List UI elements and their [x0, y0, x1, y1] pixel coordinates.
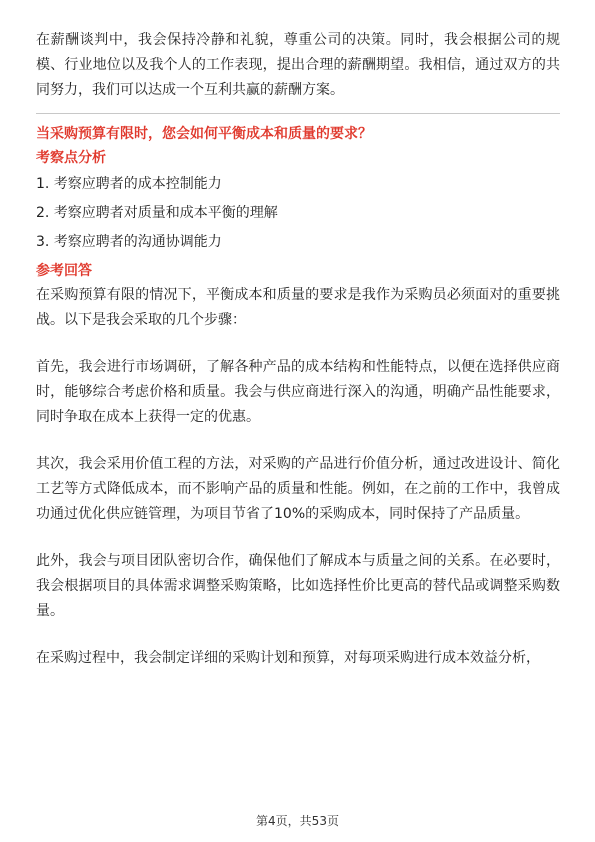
paragraph-gap [36, 624, 560, 646]
analysis-item: 1. 考察应聘者的成本控制能力 [36, 176, 222, 192]
analysis-heading: 考察点分析 [36, 150, 106, 166]
answer-paragraph: 在采购过程中，我会制定详细的采购计划和预算，对每项采购进行成本效益分析， [36, 650, 540, 666]
answer-paragraph: 此外，我会与项目团队密切合作，确保他们了解成本与质量之间的关系。在必要时，我会根据项目的具体需求调整采购策略，比如选择性价比更高的替代品或调整采购数量。 [36, 553, 560, 619]
answer-paragraph: 首先，我会进行市场调研，了解各种产品的成本结构和性能特点，以便在选择供应商时，能够综合考虑价格和质量。我会与供应商进行深入的沟通，明确产品性能要求，同时争取在成本上获得一定的优惠。 [36, 359, 560, 425]
page-number-footer: 第4页，共53页 [256, 814, 339, 828]
intro-paragraph: 在薪酬谈判中，我会保持冷静和礼貌，尊重公司的决策。同时，我会根据公司的规模、行业地位以及我个人的工作表现，提出合理的薪酬期望。我相信，通过双方的共同努力，我们可以达成一个互利共赢的薪酬方案。 [36, 32, 560, 98]
document-page [36, 28, 560, 671]
interview-question: 当采购预算有限时，您会如何平衡成本和质量的要求？ [36, 126, 372, 142]
answer-paragraph: 在采购预算有限的情况下，平衡成本和质量的要求是我作为采购员必须面对的重要挑战。以下是我会采取的几个步骤： [36, 287, 560, 328]
paragraph-gap [36, 333, 560, 355]
analysis-item: 2. 考察应聘者对质量和成本平衡的理解 [36, 205, 278, 221]
section-divider [36, 113, 560, 114]
paragraph-gap [36, 527, 560, 549]
answer-heading: 参考回答 [36, 263, 92, 279]
answer-paragraph: 其次，我会采用价值工程的方法，对采购的产品进行价值分析，通过改进设计、简化工艺等方式降低成本，而不影响产品的质量和性能。例如，在之前的工作中，我曾成功通过优化供应链管理，为项目节省了10%的采购成本，同时保持了产品质量。 [36, 456, 560, 522]
analysis-item: 3. 考察应聘者的沟通协调能力 [36, 234, 222, 250]
paragraph-gap [36, 430, 560, 452]
analysis-list [36, 170, 560, 257]
